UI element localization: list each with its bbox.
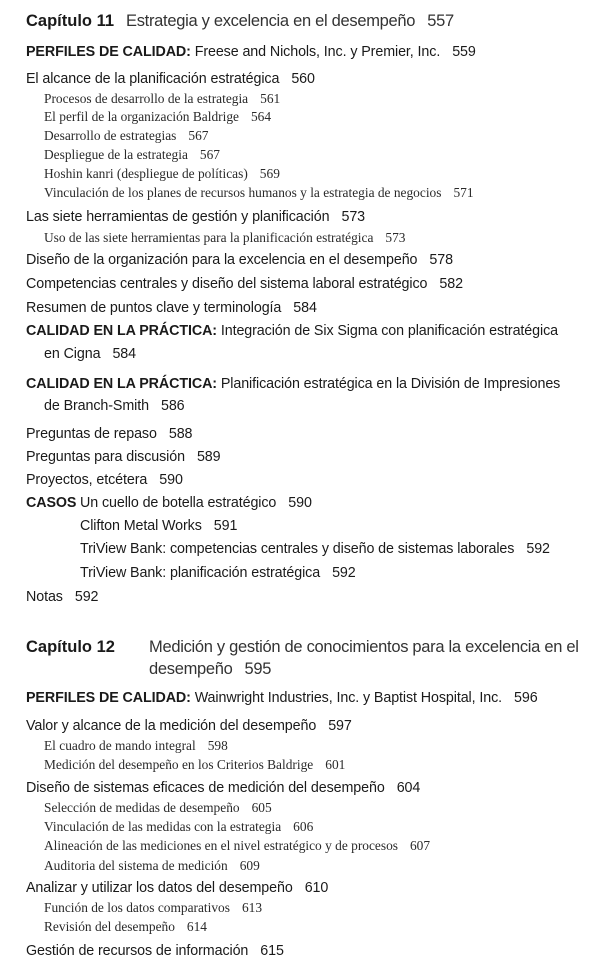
toc-subsection xyxy=(44,126,208,146)
entry-title: Alineación de las mediciones en el nivel estratégico y de procesos xyxy=(44,838,398,853)
page-number: 584 xyxy=(112,346,136,362)
chapter-title: Estrategia y excelencia en el desempeño xyxy=(126,12,416,30)
toc-section xyxy=(26,424,192,444)
toc-section xyxy=(26,878,328,898)
toc-subsection xyxy=(44,856,260,876)
page-number: 567 xyxy=(188,128,209,143)
entry-title: Proyectos, etcétera xyxy=(26,472,148,488)
case-entry xyxy=(80,516,237,536)
cases-label-line xyxy=(26,493,76,513)
chapter-label: Capítulo 12 xyxy=(26,638,115,656)
page-number: 561 xyxy=(260,91,281,106)
page-number: 589 xyxy=(196,449,221,465)
case-entry xyxy=(80,563,356,583)
practice-line xyxy=(26,374,560,394)
page-number: 592 xyxy=(332,565,356,581)
toc-section xyxy=(26,250,453,270)
page-number: 578 xyxy=(429,252,453,268)
entry-title: Auditoria del sistema de medición xyxy=(44,858,228,873)
page-number: 559 xyxy=(452,44,476,60)
entry-title: Revisión del desempeño xyxy=(44,919,175,934)
toc-section xyxy=(26,778,420,798)
page-number: 590 xyxy=(288,495,312,511)
entry-title: de Branch-Smith xyxy=(44,398,149,414)
chapter-label: Capítulo 11 xyxy=(26,12,115,30)
entry-title: Procesos de desarrollo de la estrategia xyxy=(44,91,249,106)
entry-title: Freese and Nichols, Inc. y Premier, Inc. xyxy=(194,44,441,60)
entry-title: El alcance de la planificación estratégica xyxy=(26,71,280,87)
cases-label: CASOS xyxy=(26,495,77,511)
entry-title: Preguntas para discusión xyxy=(26,449,185,465)
practice-line-cont xyxy=(44,344,136,364)
toc-section xyxy=(26,298,317,318)
profile-label: PERFILES DE CALIDAD: xyxy=(26,44,191,60)
practice-label: CALIDAD EN LA PRÁCTICA: xyxy=(26,323,217,339)
page-number: 582 xyxy=(439,276,463,292)
entry-title: en Cigna xyxy=(44,346,101,362)
entry-title: Integración de Six Sigma con planificación estratégica xyxy=(220,323,558,339)
toc-subsection xyxy=(44,917,207,937)
entry-title: Resumen de puntos clave y terminología xyxy=(26,300,282,316)
entry-title: Uso de las siete herramientas para la planificación estratégica xyxy=(44,230,374,245)
toc-section xyxy=(26,447,221,467)
page-number: 584 xyxy=(293,300,317,316)
toc-subsection xyxy=(44,107,271,127)
practice-line-cont xyxy=(44,396,185,416)
entry-title: Gestión de recursos de información xyxy=(26,943,249,959)
toc-section xyxy=(26,470,183,490)
toc-subsection xyxy=(44,736,228,756)
page-number: 610 xyxy=(304,880,329,896)
toc-section xyxy=(26,207,365,227)
entry-title: TriView Bank: competencias centrales y diseño de sistemas laborales xyxy=(80,541,515,557)
page-number: 557 xyxy=(427,12,454,30)
entry-title: Función de los datos comparativos xyxy=(44,900,230,915)
page-number: 613 xyxy=(241,900,263,915)
page-number: 569 xyxy=(259,166,280,181)
toc-section xyxy=(26,716,352,736)
page-number: 586 xyxy=(160,398,185,414)
profile-line xyxy=(26,42,476,62)
toc-subsection xyxy=(44,898,262,918)
page-number: 573 xyxy=(385,230,406,245)
profile-label: PERFILES DE CALIDAD: xyxy=(26,690,191,706)
entry-title: El cuadro de mando integral xyxy=(44,738,196,753)
entry-title: Competencias centrales y diseño del sistema laboral estratégico xyxy=(26,276,428,292)
case-entry xyxy=(80,493,312,513)
entry-title: Clifton Metal Works xyxy=(80,518,202,534)
page-number: 601 xyxy=(325,757,346,772)
page-number: 595 xyxy=(244,660,272,678)
entry-title: Valor y alcance de la medición del desempeño xyxy=(26,718,317,734)
page-number: 590 xyxy=(159,472,183,488)
entry-title: Despliegue de la estrategia xyxy=(44,147,188,162)
chapter-heading xyxy=(26,10,454,32)
entry-title: Analizar y utilizar los datos del desempeño xyxy=(26,880,293,896)
page-number: 609 xyxy=(239,858,260,873)
entry-title: El perfil de la organización Baldrige xyxy=(44,109,239,124)
page-number: 573 xyxy=(341,209,366,225)
entry-title: Medición del desempeño en los Criterios Baldrige xyxy=(44,757,314,772)
toc-section xyxy=(26,941,284,961)
toc-section xyxy=(26,587,98,607)
entry-title: Wainwright Industries, Inc. y Baptist Hospital, Inc. xyxy=(194,690,503,706)
chapter-title-block xyxy=(149,636,589,680)
entry-title: Un cuello de botella estratégico xyxy=(80,495,277,511)
page-number: 592 xyxy=(526,541,550,557)
entry-title: TriView Bank: planificación estratégica xyxy=(80,565,321,581)
page-number: 567 xyxy=(199,147,220,162)
toc-subsection xyxy=(44,798,272,818)
toc-subsection xyxy=(44,183,474,203)
page-number: 591 xyxy=(213,518,238,534)
toc-subsection xyxy=(44,89,280,109)
page-number: 592 xyxy=(74,589,99,605)
page-number: 605 xyxy=(251,800,272,815)
toc-subsection xyxy=(44,164,280,184)
page-number: 614 xyxy=(186,919,207,934)
page-number: 564 xyxy=(250,109,272,124)
entry-title: Diseño de la organización para la excelencia en el desempeño xyxy=(26,252,418,268)
page-number: 606 xyxy=(293,819,314,834)
entry-title: Vinculación de las medidas con la estrategia xyxy=(44,819,282,834)
page-number: 604 xyxy=(396,780,421,796)
toc-section xyxy=(26,274,463,294)
entry-title: Preguntas de repaso xyxy=(26,426,157,442)
entry-title: Planificación estratégica en la División de Impresiones xyxy=(220,376,561,392)
entry-title: Hoshin kanri (despliegue de políticas) xyxy=(44,166,248,181)
toc-subsection xyxy=(44,817,313,837)
practice-line xyxy=(26,321,558,341)
page-number: 596 xyxy=(514,690,538,706)
page-number: 598 xyxy=(207,738,228,753)
chapter-title: Medición y gestión de conocimientos para la excelencia en el desempeño xyxy=(149,638,579,678)
toc-subsection xyxy=(44,145,220,165)
entry-title: Vinculación de los planes de recursos humanos y la estrategia de negocios xyxy=(44,185,442,200)
toc-section xyxy=(26,69,315,89)
entry-title: Desarrollo de estrategias xyxy=(44,128,177,143)
entry-title: Notas xyxy=(26,589,63,605)
entry-title: Las siete herramientas de gestión y planificación xyxy=(26,209,330,225)
page-number: 571 xyxy=(453,185,474,200)
case-entry xyxy=(80,539,550,559)
toc-subsection xyxy=(44,755,345,775)
chapter-heading xyxy=(26,636,115,658)
profile-line xyxy=(26,688,538,708)
entry-title: Diseño de sistemas eficaces de medición del desempeño xyxy=(26,780,385,796)
page-number: 607 xyxy=(409,838,431,853)
page-number: 588 xyxy=(168,426,193,442)
toc-subsection xyxy=(44,836,430,856)
page-number: 597 xyxy=(328,718,352,734)
practice-label: CALIDAD EN LA PRÁCTICA: xyxy=(26,376,217,392)
toc-subsection xyxy=(44,228,406,248)
entry-title: Selección de medidas de desempeño xyxy=(44,800,240,815)
page-number: 615 xyxy=(260,943,284,959)
page-number: 560 xyxy=(291,71,315,87)
